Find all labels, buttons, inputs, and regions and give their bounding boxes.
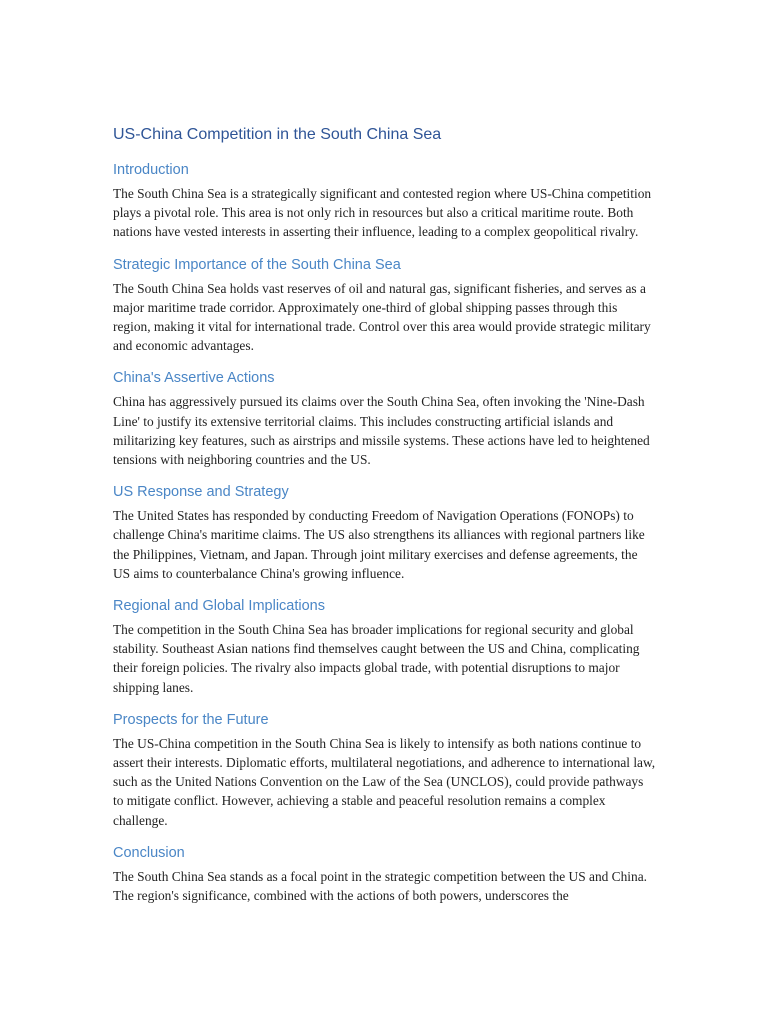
section-heading: Regional and Global Implications [113,598,325,615]
section-us-response [113,483,656,583]
section-heading: Strategic Importance of the South China Sea [113,256,401,273]
section-paragraph: The South China Sea holds vast reserves of oil and natural gas, significant fisheries, and serves as a major maritime trade corridor. Approximately one-third of global shipping passes through this region, making it vital for international trade. Control over this area would provide strategic military and economic advantages. [113,280,651,354]
section-paragraph: The South China Sea stands as a focal point in the strategic competition between the US and China. The region's significance, combined with the actions of both powers, underscores the [113,868,648,904]
section-conclusion [113,844,656,905]
section-implications [113,597,656,697]
section-introduction [113,161,656,242]
section-heading: Prospects for the Future [113,711,269,728]
section-paragraph: The United States has responded by conducting Freedom of Navigation Operations (FONOPs) to challenge China's maritime claims. The US also strengthens its alliances with regional partners like the Philippines, Vietnam, and Japan. Through joint military exercises and defense agreements, the US aims to counterbalance China's growing influence. [113,508,645,581]
section-prospects [113,711,656,830]
section-heading: Introduction [113,162,189,178]
document-page [113,125,656,919]
document-title: US-China Competition in the South China Sea [113,126,442,143]
section-heading: Conclusion [113,844,185,861]
section-paragraph: China has aggressively pursued its claims over the South China Sea, often invoking the 'Nine-Dash Line' to justify its extensive territorial claims. This includes constructing artificial islands and militarizing key features, such as airstrips and missile systems. These actions have led to heightened tensions with neighboring countries and the US. [113,394,650,468]
section-paragraph: The competition in the South China Sea has broader implications for regional security and global stability. Southeast Asian nations find themselves caught between the US and China, complicating their foreign policies. The rivalry also impacts global trade, with potential disruptions to major shipping lanes. [113,622,640,695]
section-paragraph: The South China Sea is a strategically significant and contested region where US-China competition plays a pivotal role. This area is not only rich in resources but also a critical maritime route. Both nations have vested interests in asserting their influence, leading to a complex geopolitical rivalry. [113,186,652,240]
section-china-assertive-actions [113,369,656,469]
section-strategic-importance [113,256,656,356]
section-heading: China's Assertive Actions [113,370,275,387]
section-heading: US Response and Strategy [113,484,289,501]
section-paragraph: The US-China competition in the South China Sea is likely to intensify as both nations continue to assert their interests. Diplomatic efforts, multilateral negotiations, and adherence to international law, such as the United Nations Convention on the Law of the Sea (UNCLOS), could provide pathways to mitigate conflict. However, achieving a stable and peaceful resolution remains a complex challenge. [113,735,656,828]
